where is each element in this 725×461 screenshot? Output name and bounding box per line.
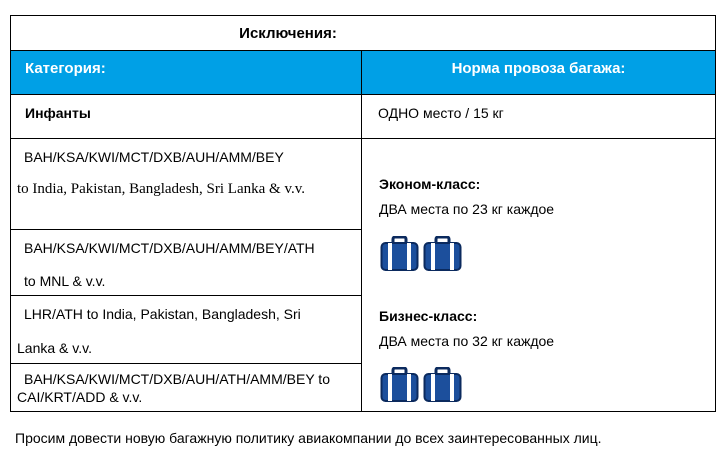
header-norm-cell — [362, 51, 716, 95]
route-row-1 — [11, 139, 362, 229]
suitcase-icon — [380, 236, 419, 272]
economy-class-label: Эконом-класс: — [379, 176, 481, 193]
route-1-line-1: BAH/KSA/KWI/MCT/DXB/AUH/AMM/BEY — [24, 149, 284, 166]
header-norm: Норма провоза багажа: — [451, 60, 626, 78]
infants-norm-cell — [362, 95, 716, 139]
class-norms-cell — [362, 139, 716, 412]
baggage-allowance-table — [10, 15, 716, 412]
route-row-3 — [11, 295, 362, 363]
infants-category: Инфанты — [25, 105, 91, 122]
header-category: Категория: — [25, 60, 106, 78]
route-2-line-2: to MNL & v.v. — [24, 272, 106, 289]
economy-class-desc: ДВА места по 23 кг каждое — [379, 201, 555, 218]
route-1-line-2: to India, Pakistan, Bangladesh, Sri Lanka & v.v. — [17, 181, 306, 198]
business-class-desc: ДВА места по 32 кг каждое — [379, 333, 555, 350]
route-3-line-2: Lanka & v.v. — [17, 339, 92, 356]
route-2-line-1: BAH/KSA/KWI/MCT/DXB/AUH/AMM/BEY/ATH — [24, 239, 315, 256]
suitcase-icon — [423, 367, 462, 403]
business-bags — [380, 367, 462, 403]
route-4-line-1: BAH/KSA/KWI/MCT/DXB/AUH/ATH/AMM/BEY to — [24, 370, 330, 387]
route-row-4 — [11, 363, 362, 411]
header-category-cell — [11, 51, 362, 95]
infants-category-cell — [11, 95, 362, 139]
infants-norm: ОДНО место / 15 кг — [378, 105, 504, 122]
table-title-cell — [11, 16, 716, 51]
suitcase-icon — [380, 367, 419, 403]
business-class-label: Бизнес-класс: — [379, 308, 478, 325]
table-title: Исключения: — [239, 25, 337, 42]
suitcase-icon — [423, 236, 462, 272]
route-3-line-1: LHR/ATH to India, Pakistan, Bangladesh, Sri — [24, 305, 301, 322]
economy-bags — [380, 236, 462, 272]
route-row-2 — [11, 229, 362, 295]
footnote: Просим довести новую багажную политику авиакомпании до всех заинтересованных лиц. — [15, 430, 602, 446]
route-4-line-2: CAI/KRT/ADD & v.v. — [17, 388, 143, 405]
